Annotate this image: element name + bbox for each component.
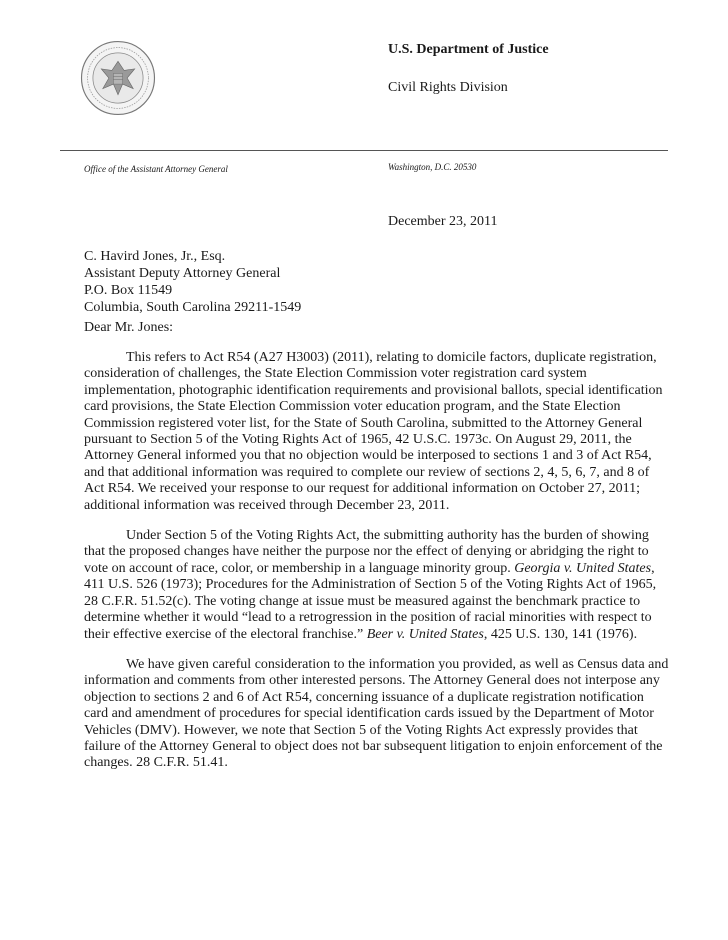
recipient-name: C. Havird Jones, Jr., Esq.: [84, 249, 226, 264]
paragraph-2-text-b: , 411 U.S. 526 (1973); Procedures for the Administration of Section 5 of the Voting Rights Act of 1965, 28 C.F.R. 51.52(c). The voting change at issue must be measured against the benchmark practice to determine whether it would “lead to a retrogression in the position of racial minorities with respect to their effective exercise of the electoral franchise.”: [84, 560, 657, 642]
letterhead-divider: [60, 150, 668, 151]
recipient-title: Assistant Deputy Attorney General: [84, 266, 281, 281]
paragraph-3: We have given careful consideration to the information you provided, as well as Census data and information and comments from other interested persons. The Attorney General does not interpose any objection to sections 2 and 6 of Act R54, concerning issuance of a duplicate registration notification card and amendment of procedures for special identification cards issued by the Department of Motor Vehicles (DMV). However, we note that Section 5 of the Voting Rights Act expressly provides that failure of the Attorney General to object does not bar subsequent litigation to enjoin enforcement of the changes. 28 C.F.R. 51.41.: [84, 656, 669, 771]
office-location: Washington, D.C. 20530: [388, 162, 477, 172]
case-citation-georgia: Georgia v. United States: [514, 560, 652, 576]
office-name: Office of the Assistant Attorney General: [84, 164, 228, 174]
recipient-po-box: P.O. Box 11549: [84, 283, 173, 298]
paragraph-2-text-c: , 425 U.S. 130, 141 (1976).: [483, 626, 638, 642]
division-name: Civil Rights Division: [388, 80, 508, 95]
department-name: U.S. Department of Justice: [388, 42, 549, 57]
salutation: Dear Mr. Jones:: [84, 320, 174, 335]
paragraph-1: This refers to Act R54 (A27 H3003) (2011), relating to domicile factors, duplicate registration, consideration of challenges, the State Election Commission voter registration card system implementation, photographic identification requirements and provisional ballots, special identification card provisions, the State Election Commission voter education program, and the State Election Commission registered voter list, for the State of South Carolina, submitted to the Attorney General pursuant to Section 5 of the Voting Rights Act of 1965, 42 U.S.C. 1973c. On August 29, 2011, the Attorney General informed you that no objection would be interposed to sections 1 and 3 of Act R54, and that additional information was required to complete our review of sections 2, 4, 5, 6, 7, and 8 of Act R54. We received your response to our request for additional information on October 27, 2011; additional information was received through December 23, 2011.: [84, 350, 663, 513]
recipient-address: [84, 248, 301, 316]
doj-seal-icon: [80, 40, 156, 116]
letter-date: December 23, 2011: [388, 214, 498, 229]
paragraph-2: [84, 528, 670, 643]
case-citation-beer: Beer v. United States: [366, 626, 484, 642]
letter-body: [84, 350, 670, 786]
paragraph-2-text-a: Under Section 5 of the Voting Rights Act, the submitting authority has the burden of showing that the proposed changes have neither the purpose nor the effect of denying or abridging the right to vote on account of race, color, or membership in a language minority group.: [84, 528, 649, 576]
recipient-city: Columbia, South Carolina 29211-1549: [84, 300, 302, 315]
